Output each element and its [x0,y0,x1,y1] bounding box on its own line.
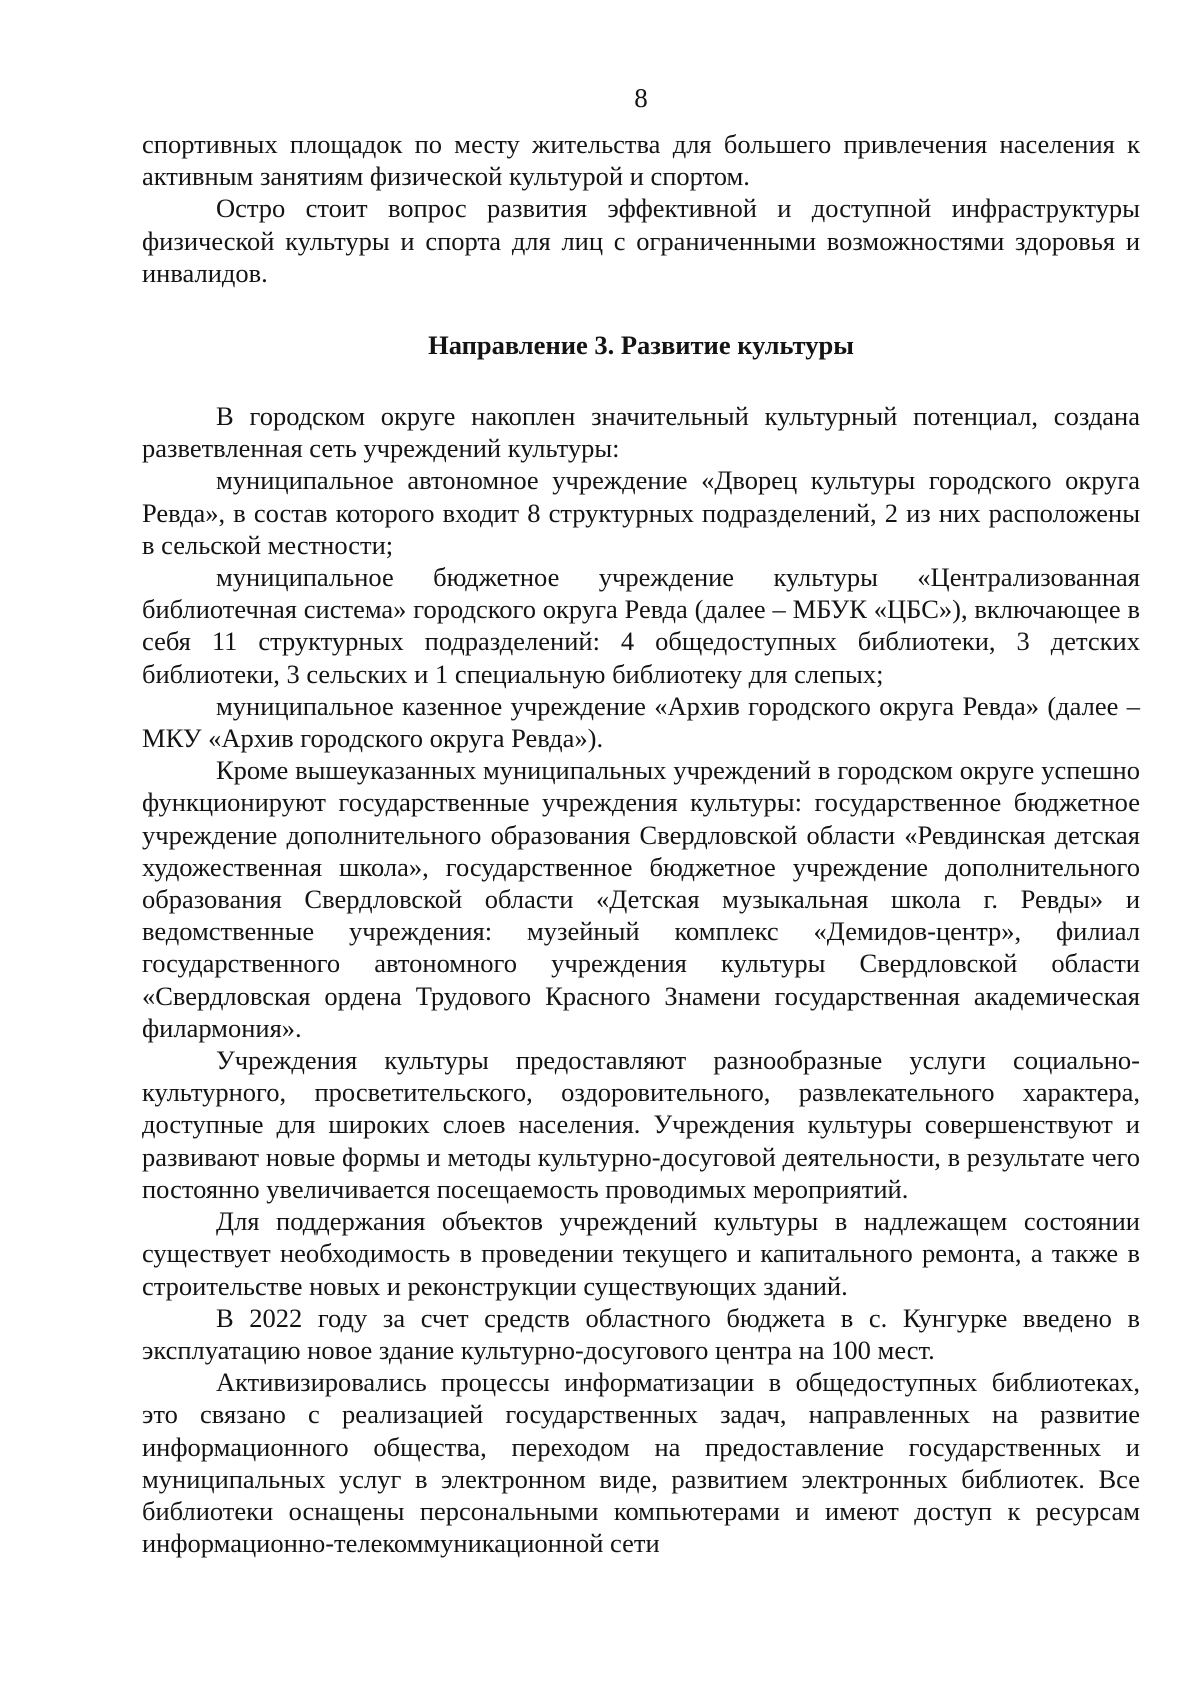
paragraph: Для поддержания объектов учреждений культуры в надлежащем состоянии существует необходимость в проведении текущего и капитального ремонта, а также в строительстве новых и реконструкции существующих зданий. [142,1206,1140,1301]
paragraph: спортивных площадок по месту жительства для большего привлечения населения к активным занятиям физической культурой и спортом. [142,129,1140,192]
paragraph: Активизировались процессы информатизации в общедоступных библиотеках, это связано с реализацией государственных задач, направленных на развитие информационного общества, переходом на предоставление государственных и муниципальных услуг в электронном виде, развитием электронных библиотек. Все библиотеки оснащены персональными компьютерами и имеют доступ к ресурсам информационно-телекоммуникационной сети [142,1367,1140,1559]
paragraph: муниципальное автономное учреждение «Дворец культуры городского округа Ревда», в состав которого входит 8 структурных подразделений, 2 из них расположены в сельской местности; [142,465,1140,560]
section-paragraphs [142,400,1140,1559]
page-number: 8 [634,83,648,113]
paragraph: В 2022 году за счет средств областного бюджета в с. Кунгурке введено в эксплуатацию новое здание культурно-досугового центра на 100 мест. [142,1302,1140,1365]
intro-paragraphs [142,128,1140,289]
paragraph: Остро стоит вопрос развития эффективной и доступной инфраструктуры физической культуры и спорта для лиц с ограниченными возможностями здоровья и инвалидов. [142,193,1140,288]
paragraph: Кроме вышеуказанных муниципальных учреждений в городском округе успешно функционируют государственные учреждения культуры: государственное бюджетное учреждение дополнительного образования Свердловской области «Ревдинская детская художественная школа», государственное бюджетное учреждение дополнительного образования Свердловской области «Детская музыкальная школа г. Ревды» и ведомственные учреждения: музейный комплекс «Демидов-центр», филиал государственного автономного учреждения культуры Свердловской области «Свердловская ордена Трудового Красного Знамени государственная академическая филармония». [142,755,1140,1043]
paragraph: муниципальное казенное учреждение «Архив городского округа Ревда» (далее – МКУ «Архив городского округа Ревда»). [142,690,1140,754]
section-heading: Направление 3. Развитие культуры [428,330,854,361]
paragraph: В городском округе накоплен значительный культурный потенциал, создана разветвленная сеть учреждений культуры: [142,401,1140,464]
paragraph: муниципальное бюджетное учреждение культуры «Централизованная библиотечная система» городского округа Ревда (далее – МБУК «ЦБС»), включающее в себя 11 структурных подразделений: 4 общедоступных библиотеки, 3 детских библиотеки, 3 сельских и 1 специальную библиотеку для слепых; [142,562,1140,689]
document-body [142,128,1140,1559]
paragraph: Учреждения культуры предоставляют разнообразные услуги социально-культурного, просветительского, оздоровительного, развлекательного характера, доступные для широких слоев населения. Учреждения культуры совершенствуют и развивают новые формы и методы культурно-досуговой деятельности, в результате чего постоянно увеличивается посещаемость проводимых мероприятий. [142,1045,1140,1204]
